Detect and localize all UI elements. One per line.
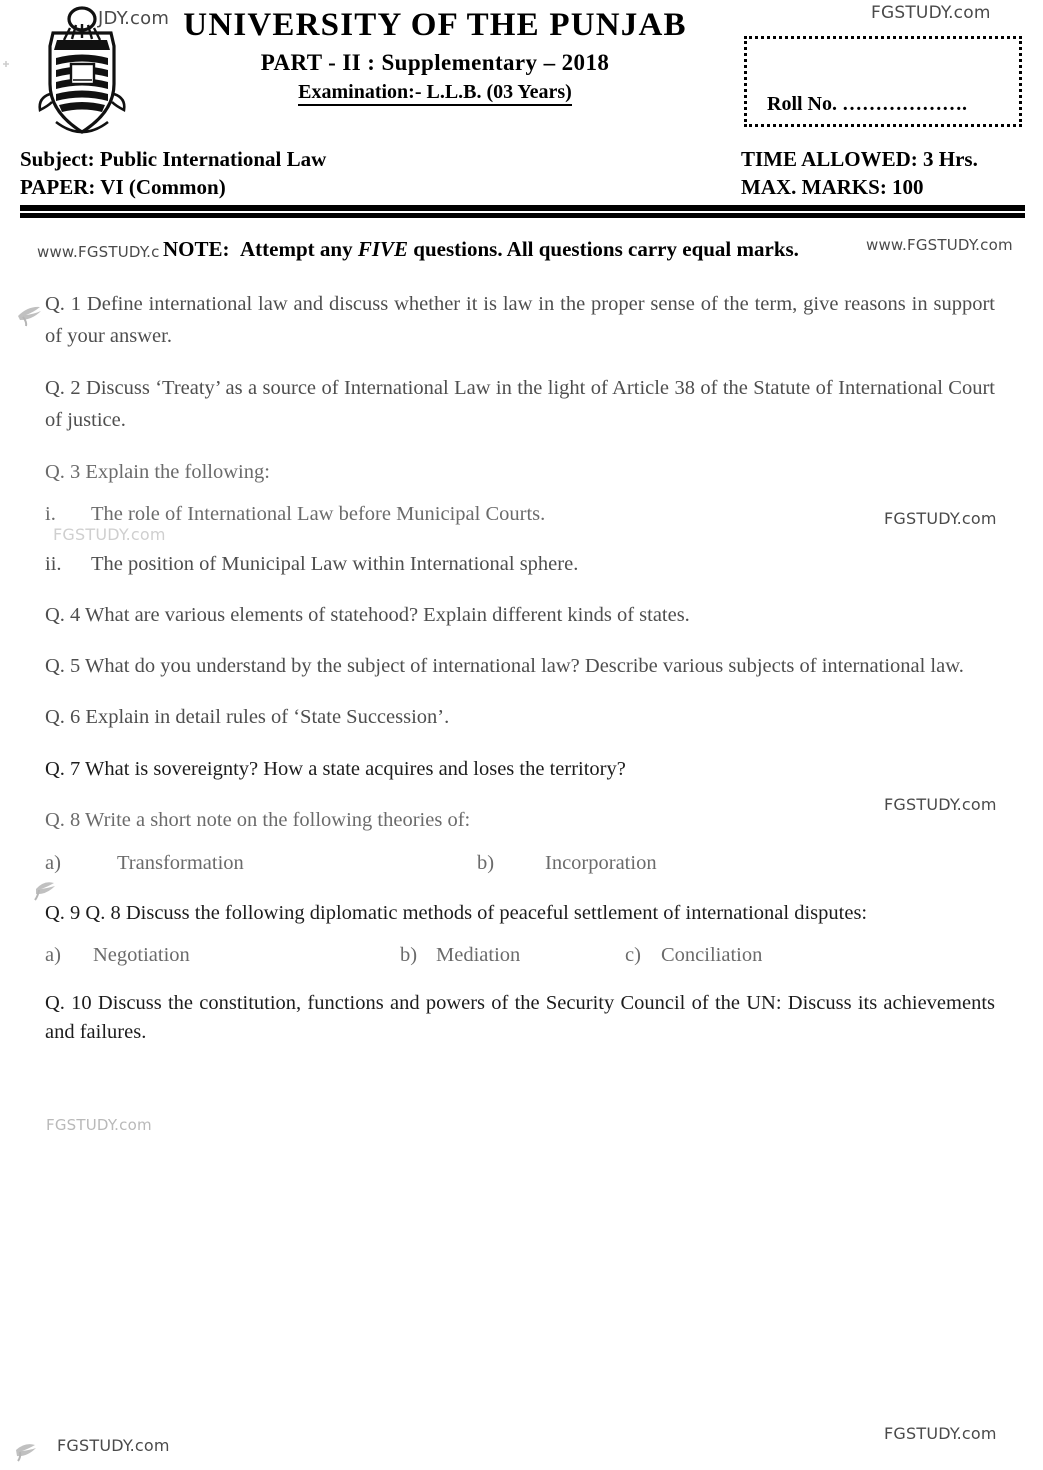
subitem-marker: ii. [45,553,62,576]
watermark-q7-right: FGSTUDY.com [884,795,997,814]
question-q8: Q. 8 Write a short note on the following theories of: [45,809,471,832]
paper-line: PAPER: VI (Common) [20,174,226,199]
subitem [45,548,995,580]
university-name: UNIVERSITY OF THE PUNJAB [183,7,687,43]
option-text: Transformation [117,851,244,874]
scan-speck-icon [0,58,14,77]
option [477,847,657,879]
watermark-top-crest: JDY.com [98,8,170,29]
question-q3-subitems [45,498,995,581]
subitem-marker: i. [45,502,56,525]
watermark-top-right: FGSTUDY.com [871,3,991,23]
option [625,939,762,971]
max-marks-line: MAX. MARKS: 100 [741,174,924,199]
option-marker: a) [45,851,61,874]
option-marker: b) [400,943,418,966]
subitem-text: The position of Municipal Law within International sphere. [91,553,579,576]
option-text: Incorporation [545,851,657,874]
watermark-bottom-right: FGSTUDY.com [884,1424,997,1443]
roll-number-box[interactable] [744,36,1022,127]
note-prefix: NOTE: [163,237,230,261]
time-allowed-line: TIME ALLOWED: 3 Hrs. [741,147,978,171]
option-text: Negotiation [93,943,190,966]
watermark-q10-left: FGSTUDY.com [46,1116,152,1134]
subitem-text: The role of International Law before Municipal Courts. [91,502,546,525]
scan-smudge-icon [14,298,48,333]
subject-block [20,146,326,201]
watermark-note-right: www.FGSTUDY.com [866,236,1013,254]
question-q1: Q. 1 Define international law and discuss whether it is law in the proper sense of the term, give reasons in support of your answer. [45,293,995,348]
note-text-before: Attempt any [240,237,353,261]
question-q2: Q. 2 Discuss ‘Treaty’ as a source of International Law in the light of Article 38 of the Statute of International Court of justice. [45,376,995,432]
question-q9-options [45,939,995,969]
question-q6: Q. 6 Explain in detail rules of ‘State Succession’. [45,706,450,729]
question-q5: Q. 5 What do you understand by the subject of international law? Describe various subjects of international law. [45,655,964,677]
subject-line: Subject: Public International Law [20,147,327,171]
university-crest-icon [26,6,138,144]
note-text-after: questions. All questions carry equal marks. [413,237,799,261]
watermark-mid-right: FGSTUDY.com [884,509,997,528]
questions-list [45,288,995,1066]
scan-smudge-icon [12,1438,42,1469]
note-emphasis: FIVE [357,237,409,261]
option [45,939,190,971]
question-q9: Q. 9 Q. 8 Discuss the following diplomatic methods of peaceful settlement of international disputes: [45,901,868,924]
note-line [163,237,799,262]
examination-line-text: Examination:- L.L.B. (03 Years) [298,81,572,106]
question-q4: Q. 4 What are various elements of statehood? Explain different kinds of states. [45,603,690,626]
option-text: Conciliation [661,943,763,966]
header-titles [150,8,720,104]
examination-line [150,81,720,104]
roll-number-label: Roll No. ………………. [767,93,967,115]
option-text: Mediation [436,943,521,966]
option-marker: b) [477,851,495,874]
question-q10: Q. 10 Discuss the constitution, functions and powers of the Security Council of the UN: Discuss its achievements and failures. [45,991,995,1043]
watermark-note-left: www.FGSTUDY.c [37,243,160,261]
question-q8-options [45,847,995,877]
part-session-line: PART - II : Supplementary – 2018 [260,49,610,75]
question-q7: Q. 7 What is sovereignty? How a state acquires and loses the territory? [45,757,626,780]
option [45,847,244,879]
question-q3: Q. 3 Explain the following: [45,460,270,483]
watermark-mid-left: FGSTUDY.com [53,525,166,544]
option-marker: c) [625,943,641,966]
header-divider [20,205,1025,218]
option-marker: a) [45,943,61,966]
watermark-bottom-left: FGSTUDY.com [57,1436,170,1455]
option [400,939,520,971]
time-marks-block [741,146,978,201]
subitem [45,498,995,530]
